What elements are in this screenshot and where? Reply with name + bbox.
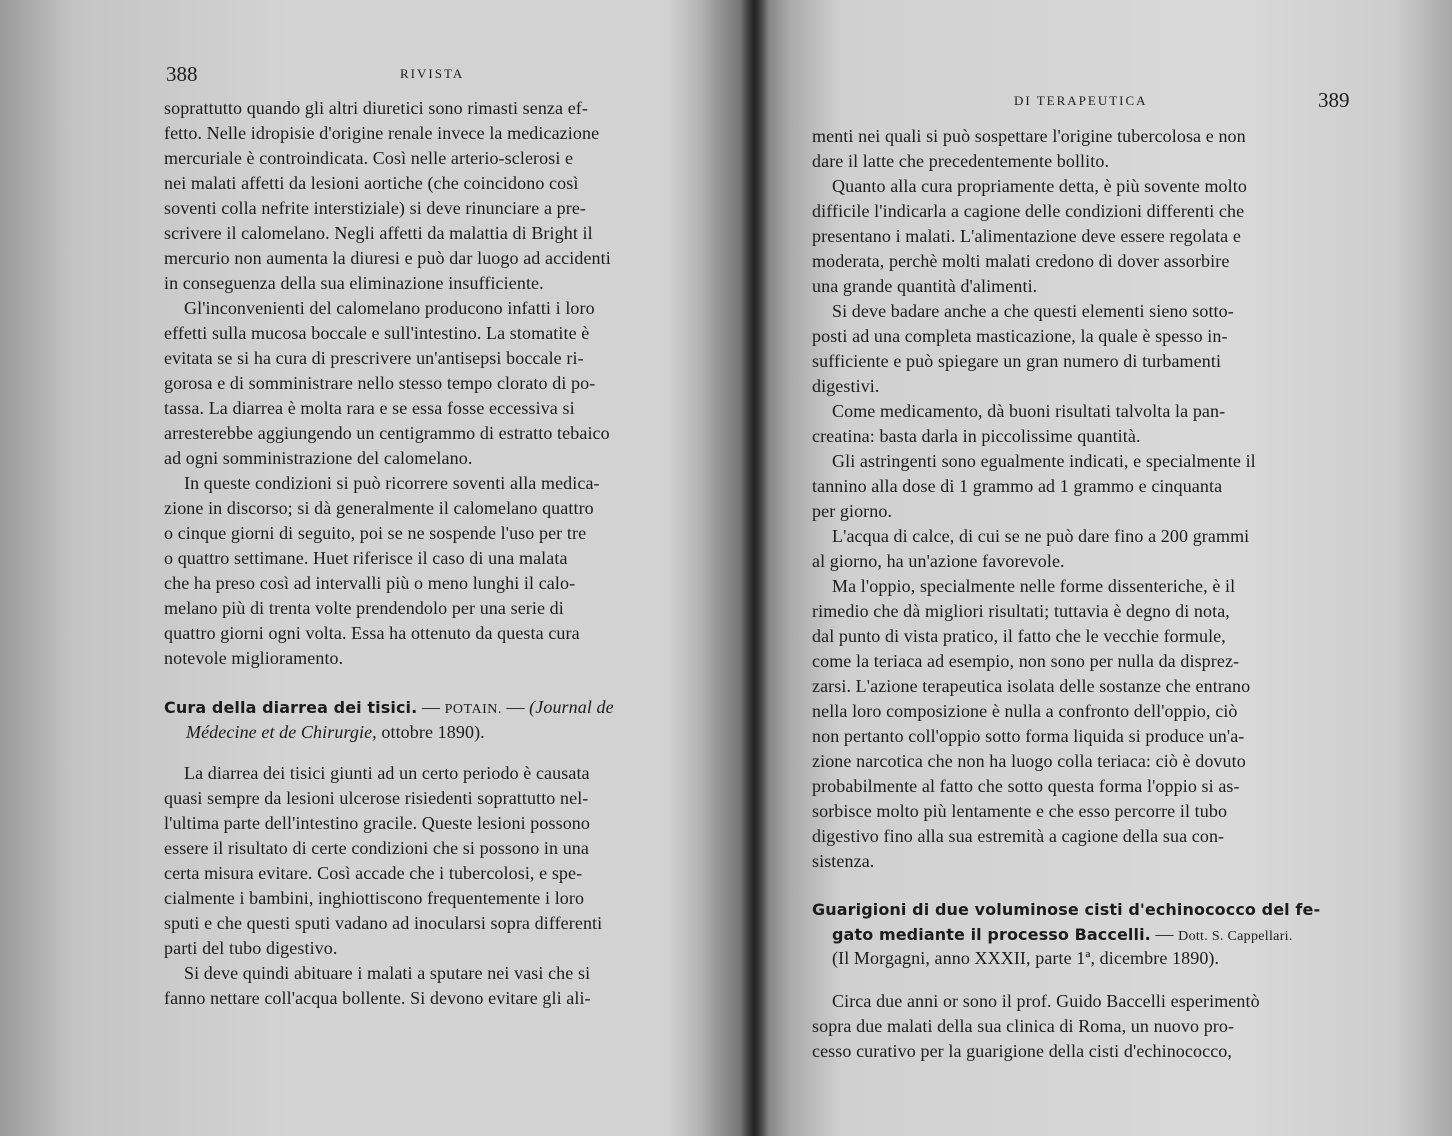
- article-heading-line: [164, 697, 614, 720]
- article-title: Guarigioni di due voluminose cisti d'echinococco del fe-: [812, 900, 1321, 919]
- dash: —: [1150, 924, 1179, 944]
- text-line: digestivi.: [812, 376, 880, 396]
- page-number-right: 389: [1318, 88, 1350, 112]
- text-line: certa misura evitare. Così accade che i tubercolosi, e spe-: [164, 863, 583, 883]
- text-line: sopra due malati della sua clinica di Roma, un nuovo pro-: [812, 1016, 1235, 1036]
- text-line: In queste condizioni si può ricorrere soventi alla medica-: [184, 473, 600, 493]
- text-line: o quattro settimane. Huet riferisce il caso di una malata: [164, 548, 568, 568]
- running-head-right: DI TERAPEUTICA: [1014, 93, 1148, 108]
- text-line: Circa due anni or sono il prof. Guido Baccelli esperimentò: [832, 991, 1260, 1011]
- text-line: l'ultima parte dell'intestino gracile. Queste lesioni possono: [164, 813, 590, 833]
- text-line: posti ad una completa masticazione, la quale è spesso in-: [812, 326, 1228, 346]
- text-line: una grande quantità d'alimenti.: [812, 276, 1038, 296]
- text-line: Gl'inconvenienti del calomelano producono infatti i loro: [184, 298, 595, 318]
- text-line: rimedio che dà migliori risultati; tuttavia è degno di nota,: [812, 601, 1230, 621]
- text-line: arresterebbe aggiungendo un centigrammo di estratto tebaico: [164, 423, 610, 443]
- text-line: presentano i malati. L'alimentazione deve essere regolata e: [812, 226, 1241, 246]
- text-line: che ha preso così ad intervalli più o meno lunghi il calo-: [164, 573, 576, 593]
- text-line: nei malati affetti da lesioni aortiche (che coincidono così: [164, 173, 579, 193]
- text-line: nella loro composizione è nulla a confronto dell'oppio, ciò: [812, 701, 1238, 721]
- text-line: creatina: basta darla in piccolissime quantità.: [812, 426, 1141, 446]
- text-line: mercurio non aumenta la diuresi e può dar luogo ad accidenti: [164, 248, 611, 268]
- text-line: tannino alla dose di 1 grammo ad 1 grammo e cinquanta: [812, 476, 1223, 496]
- text-line: al giorno, ha un'azione favorevole.: [812, 551, 1065, 571]
- text-line: per giorno.: [812, 501, 893, 521]
- text-line: L'acqua di calce, di cui se ne può dare fino a 200 grammi: [832, 526, 1250, 546]
- text-line: La diarrea dei tisici giunti ad un certo periodo è causata: [184, 763, 590, 783]
- text-line: effetti sulla mucosa boccale e sull'intestino. La stomatite è: [164, 323, 590, 343]
- text-line: soprattutto quando gli altri diuretici sono rimasti senza ef-: [164, 98, 588, 118]
- text-line: soventi colla nefrite interstiziale) si deve rinunciare a pre-: [164, 198, 587, 218]
- article-source: (Il Morgagni, anno XXXII, parte 1ª, dicembre 1890).: [832, 948, 1220, 968]
- text-line: quasi sempre da lesioni ulcerose risiedenti soprattutto nel-: [164, 788, 589, 808]
- text-line: zione in discorso; si dà generalmente il calomelano quattro: [164, 498, 594, 518]
- text-line: Gli astringenti sono egualmente indicati, e specialmente il: [832, 451, 1256, 471]
- text-line: sistenza.: [812, 851, 875, 871]
- text-line: notevole miglioramento.: [164, 648, 344, 668]
- text-line: cialmente i bambini, inghiottiscono frequentemente i loro: [164, 888, 585, 908]
- dash: —: [417, 697, 445, 717]
- article-title-cont: gato mediante il processo Baccelli.: [832, 925, 1151, 944]
- text-line: Si deve badare anche a che questi elementi sieno sotto-: [832, 301, 1234, 321]
- text-line: parti del tubo digestivo.: [164, 938, 338, 958]
- dash: —: [501, 697, 530, 717]
- text-line: sputi e che questi sputi vadano ad inocularsi sopra differenti: [164, 913, 603, 933]
- text-line: dare il latte che precedentemente bollito.: [812, 151, 1110, 171]
- text-line: quattro giorni ogni volta. Essa ha ottenuto da questa cura: [164, 623, 580, 643]
- text-line: come la teriaca ad esempio, non sono per nulla da disprez-: [812, 651, 1240, 671]
- text-line: sufficiente e può spiegare un gran numero di turbamenti: [812, 351, 1222, 371]
- article-author: POTAIN.: [444, 702, 502, 717]
- text-line: sorbisce molto più lentamente e che esso percorre il tubo: [812, 801, 1228, 821]
- text-line: zarsi. L'azione terapeutica isolata delle sostanze che entrano: [812, 676, 1251, 696]
- text-line: in conseguenza della sua eliminazione insufficiente.: [164, 273, 544, 293]
- text-line: moderata, perchè molti malati credono di dover assorbire: [812, 251, 1230, 271]
- article-source-date: ottobre 1890).: [376, 722, 485, 742]
- text-line: Ma l'oppio, specialmente nelle forme dissenteriche, è il: [832, 576, 1236, 596]
- text-line: cesso curativo per la guarigione della cisti d'echinococco,: [812, 1041, 1232, 1061]
- text-line: scrivere il calomelano. Negli affetti da malattia di Bright il: [164, 223, 593, 243]
- running-head-left: RIVISTA: [400, 66, 465, 81]
- text-line: Si deve quindi abituare i malati a sputare nei vasi che si: [184, 963, 591, 983]
- text-line: o cinque giorni di seguito, poi se ne sospende l'uso per tre: [164, 523, 587, 543]
- text-line: Quanto alla cura propriamente detta, è più sovente molto: [832, 176, 1247, 196]
- text-line: probabilmente al fatto che sotto questa forma l'oppio si as-: [812, 776, 1240, 796]
- text-line: menti nei quali si può sospettare l'origine tubercolosa e non: [812, 126, 1246, 146]
- article-source: (Journal de: [529, 697, 614, 717]
- text-line: dal punto di vista pratico, il fatto che le vecchie formule,: [812, 626, 1226, 646]
- text-line: evitata se si ha cura di prescrivere un'antisepsi boccale ri-: [164, 348, 584, 368]
- text-line: gorosa e di somministrare nello stesso tempo clorato di po-: [164, 373, 596, 393]
- article-author: Dott. S. Cappellari.: [1178, 929, 1293, 944]
- article-heading-line: [812, 899, 1320, 920]
- article-source-journal: Médecine et de Chirurgie,: [186, 722, 377, 742]
- article-heading-line: [832, 924, 1293, 947]
- text-line: melano più di trenta volte prendendolo per una serie di: [164, 598, 564, 618]
- text-line: fetto. Nelle idropisie d'origine renale invece la medicazione: [164, 123, 600, 143]
- text-line: ad ogni somministrazione del calomelano.: [164, 448, 473, 468]
- page-number-left: 388: [166, 62, 198, 86]
- right-page: [770, 0, 1452, 1136]
- article-title: Cura della diarrea dei tisici.: [164, 698, 418, 717]
- text-line: digestivo fino alla sua estremità a cagione della sua con-: [812, 826, 1225, 846]
- text-line: tassa. La diarrea è molta rara e se essa fosse eccessiva si: [164, 398, 575, 418]
- article-source-line: [186, 722, 485, 742]
- text-line: fanno nettare coll'acqua bollente. Si devono evitare gli ali-: [164, 988, 591, 1008]
- text-line: mercuriale è controindicata. Così nelle arterio-sclerosi e: [164, 148, 574, 168]
- text-line: non pertanto coll'oppio sotto forma liquida si produce un'a-: [812, 726, 1245, 746]
- text-line: zione narcotica che non ha luogo colla teriaca: ciò è dovuto: [812, 751, 1246, 771]
- text-line: essere il risultato di certe condizioni che si possono in una: [164, 838, 589, 858]
- text-line: difficile l'indicarla a cagione delle condizioni differenti che: [812, 201, 1245, 221]
- text-line: Come medicamento, dà buoni risultati talvolta la pan-: [832, 401, 1226, 421]
